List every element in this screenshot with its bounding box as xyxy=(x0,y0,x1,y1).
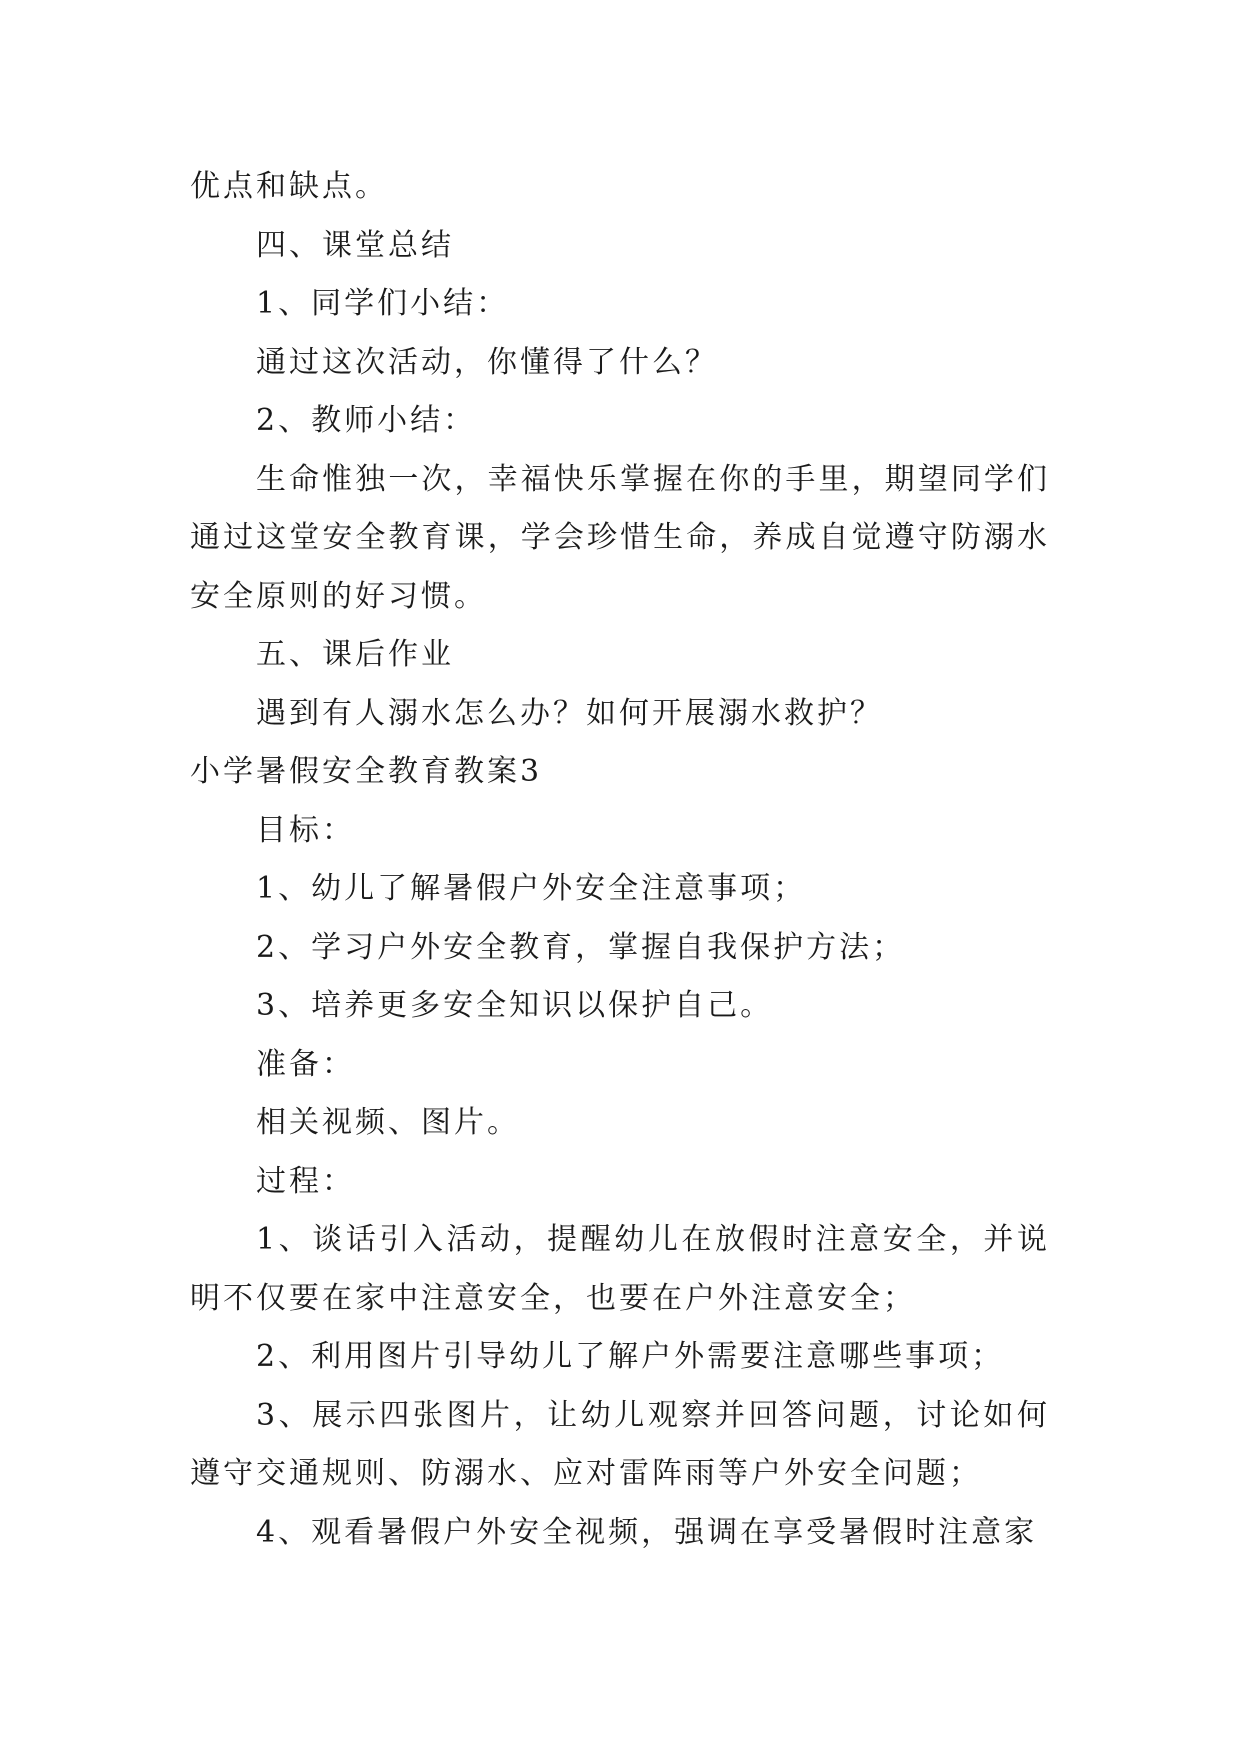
document-body xyxy=(190,158,1050,1562)
prep-label: 准备： xyxy=(256,1046,355,1082)
section-heading: 四、课堂总结 xyxy=(256,227,454,263)
process-label: 过程： xyxy=(256,1163,355,1199)
text-line: 1、同学们小结： xyxy=(256,286,510,321)
process-step: 4、观看暑假户外安全视频，强调在享受暑假时注意家 xyxy=(256,1514,1038,1550)
summary-paragraph: 生命惟独一次，幸福快乐掌握在你的手里，期望同学们通过这堂安全教育课，学会珍惜生命，养成自觉遵守防溺水安全原则的好习惯。 xyxy=(190,461,1050,614)
process-step: 1、谈话引入活动，提醒幼儿在放假时注意安全，并说明不仅要在家中注意安全，也要在户外注意安全； xyxy=(190,1222,1050,1316)
goal-item: 1、幼儿了解暑假户外安全注意事项； xyxy=(256,871,807,906)
process-step: 2、利用图片引导幼儿了解户外需要注意哪些事项； xyxy=(256,1339,1005,1374)
text-line: 遇到有人溺水怎么办？如何开展溺水救护？ xyxy=(256,695,883,731)
plan-title: 小学暑假安全教育教案3 xyxy=(190,754,543,789)
process-step: 3、展示四张图片，让幼儿观察并回答问题，讨论如何遵守交通规则、防溺水、应对雷阵雨等户外安全问题； xyxy=(190,1397,1050,1491)
text-line: 2、教师小结： xyxy=(256,403,477,438)
text-line: 通过这次活动，你懂得了什么？ xyxy=(256,344,718,380)
prep-text: 相关视频、图片。 xyxy=(256,1105,520,1140)
goal-item: 2、学习户外安全教育，掌握自我保护方法； xyxy=(256,929,906,965)
goal-item: 3、培养更多安全知识以保护自己。 xyxy=(256,988,774,1023)
goal-label: 目标： xyxy=(256,812,355,848)
text-line: 优点和缺点。 xyxy=(190,169,388,204)
section-heading: 五、课后作业 xyxy=(256,637,454,672)
